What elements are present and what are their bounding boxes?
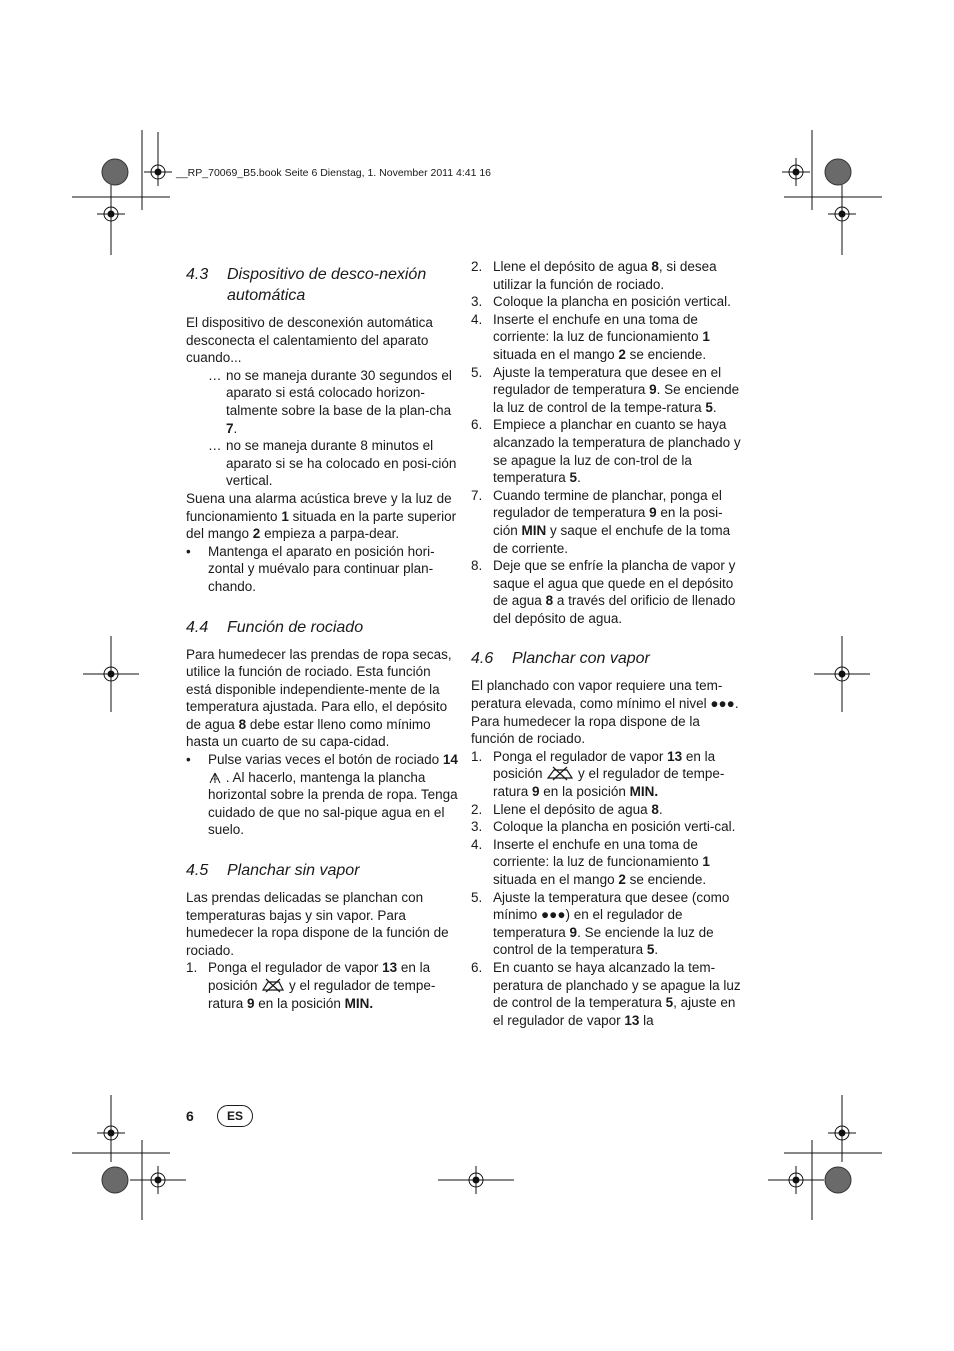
numbered-item: 3. Coloque la plancha en posición vertical.: [471, 294, 731, 310]
list-item: … no se maneja durante 8 minutos el aparato si se ha colocado en posi-ción vertical.: [208, 438, 457, 489]
section-heading-4-3: 4.3 Dispositivo de desco-nexión automática: [186, 266, 427, 304]
numbered-item: 2. Llene el depósito de agua 8, si desea utilizar la función de rociado.: [471, 259, 717, 292]
temperature-dots-icon: ●●●: [541, 907, 566, 923]
numbered-item: 5. Ajuste la temperatura que desee en el regulador de temperatura 9. Se enciende la luz de control de la tempe-ratura 5.: [471, 364, 740, 415]
section-heading-4-5: 4.5 Planchar sin vapor: [186, 862, 360, 880]
numbered-item: 1. Ponga el regulador de vapor 13 en la posición y el regulador de tempe-ratura 9 en la posición MIN.: [471, 748, 725, 800]
bullet-item: • Pulse varias veces el botón de rociado 14 . Al hacerlo, mantenga la plancha horizontal sobre la prenda de ropa. Tenga cuidado de que no sal-pique agua en el suelo.: [186, 752, 458, 838]
section-heading-4-4: 4.4 Función de rociado: [186, 618, 364, 636]
numbered-item: 6. En cuanto se haya alcanzado la tem-peratura de planchado y se apague la luz de control de la temperatura 5, ajuste en el regulador de vapor 13 la: [471, 959, 741, 1028]
numbered-item: 4. Inserte el enchufe en una toma de corriente: la luz de funcionamiento 1 situada en el mango 2 se enciende.: [471, 311, 710, 362]
numbered-item: 8. Deje que se enfríe la plancha de vapor y saque el agua que quede en el depósito de agua 8 a través del orificio de llenado del depósito de agua.: [471, 558, 736, 626]
numbered-item: 7. Cuando termine de planchar, ponga el regulador de temperatura 9 en la posi-ción MIN y saque el enchufe de la toma de corriente.: [471, 487, 731, 556]
paragraph: Suena una alarma acústica breve y la luz de funcionamiento 1 situada en la parte superior del mango 2 empieza a parpa-dear.: [186, 490, 457, 542]
numbered-item: 6. Empiece a planchar en cuanto se haya alcanzado la temperatura de planchado y se apague la luz de con-trol de la temperatura 5.: [471, 417, 741, 486]
list-item: … no se maneja durante 30 segundos el aparato si está colocado horizon-talmente sobre la base de la plan-cha 7.: [208, 367, 452, 436]
paragraph: El planchado con vapor requiere una tem-peratura elevada, como mínimo el nivel ●●●. Para humedecer la ropa dispone de la función de rociado.: [471, 678, 739, 747]
numbered-item: 1. Ponga el regulador de vapor 13 en la posición y el regulador de tempe-ratura 9 en la posición MIN.: [186, 960, 436, 1011]
numbered-item: 3. Coloque la plancha en posición verti-cal.: [471, 819, 736, 835]
right-column: [471, 258, 743, 1029]
numbered-item: 4. Inserte el enchufe en una toma de corriente: la luz de funcionamiento 1 situada en el mango 2 se enciende.: [471, 836, 710, 887]
left-column: [186, 258, 458, 1012]
no-steam-icon: [261, 978, 285, 993]
page-number: 6: [186, 1108, 194, 1124]
section-heading-4-6: 4.6 Planchar con vapor: [471, 650, 650, 668]
no-steam-icon: [546, 766, 574, 781]
bullet-item: • Mantenga el aparato en posición hori-zontal y muévalo para continuar plan-chando.: [186, 543, 435, 594]
numbered-item: 2. Llene el depósito de agua 8.: [471, 801, 663, 817]
temperature-dots-icon: ●●●: [710, 696, 735, 712]
spray-icon: [208, 771, 222, 785]
paragraph: Para humedecer las prendas de ropa secas, utilice la función de rociado. Esta función está disponible independiente-mente de la temperatura ajustada. Para ello, el depósito de agua 8 debe estar lleno como mínimo hasta un cuarto de su capa-cidad.: [186, 646, 452, 750]
paragraph: Las prendas delicadas se planchan con temperaturas bajas y sin vapor. Para humedecer la ropa dispone de la función de rociado.: [186, 890, 449, 958]
paragraph: El dispositivo de desconexión automática desconecta el calentamiento del aparato cuando...: [186, 315, 433, 366]
language-badge: ES: [217, 1105, 253, 1127]
book-file-header: __RP_70069_B5.book Seite 6 Dienstag, 1. November 2011 4:41 16: [176, 167, 492, 179]
numbered-item: 5. Ajuste la temperatura que desee (como mínimo ●●●) en el regulador de temperatura 9. Se enciende la luz de control de la temperatura 5.: [471, 889, 730, 958]
